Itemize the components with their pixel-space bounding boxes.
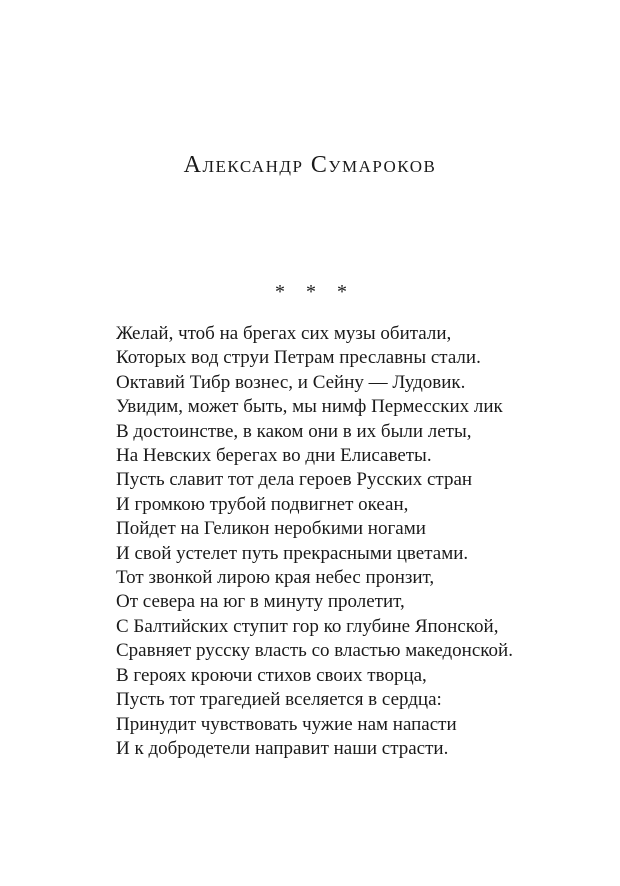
poem-line: Пусть тот трагедией вселяется в сердца: — [116, 689, 442, 711]
poem-line: Октавий Тибр вознес, и Сейну — Лудовик. — [116, 371, 466, 393]
poem-line: От севера на юг в минуту пролетит, — [116, 591, 405, 613]
poem-line: Сравняет русску власть со властью македонской. — [116, 640, 513, 662]
poem-line: И свой устелет путь прекрасными цветами. — [116, 542, 469, 564]
poem-line: Желай, чтоб на брегах сих музы обитали, — [116, 323, 452, 344]
poem-line: И громкою трубой подвигнет океан, — [116, 493, 409, 515]
poem-line: Пойдет на Геликон неробкими ногами — [116, 518, 426, 540]
poem-line: Увидим, может быть, мы нимф Пермесских лик — [116, 396, 503, 418]
poem-text — [116, 322, 596, 761]
poem-line: Которых вод струи Петрам преславны стали. — [116, 347, 481, 369]
poem-line: В достоинстве, в каком они в их были леты, — [116, 420, 472, 442]
section-ornament: * * * — [275, 281, 355, 303]
poem-line: На Невских берегах во дни Елисаветы. — [116, 445, 432, 467]
author-name: Александр Сумароков — [183, 152, 437, 178]
poem-line: И к добродетели направит наши страсти. — [116, 737, 449, 759]
poem-line: Принудит чувствовать чужие нам напасти — [116, 713, 457, 735]
poem-line: Пусть славит тот дела героев Русских стран — [116, 469, 473, 491]
poem-line: В героях кроючи стихов своих творца, — [116, 664, 427, 686]
poem-line: Тот звонкой лирою края небес пронзит, — [116, 567, 435, 589]
poem-line: С Балтийских ступит гор ко глубине Японской, — [116, 615, 499, 637]
